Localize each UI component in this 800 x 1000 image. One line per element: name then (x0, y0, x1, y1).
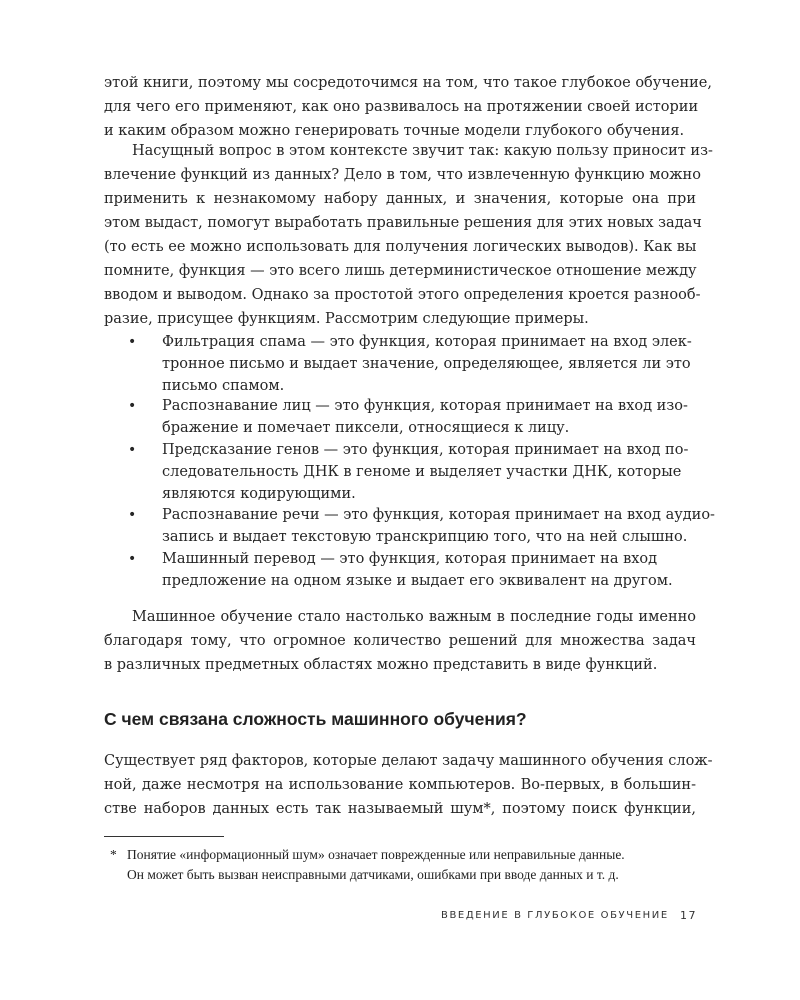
page-number: 17 (680, 909, 697, 922)
text-line: влечение функций из данных? Дело в том, что извлеченную функцию можно (104, 167, 701, 183)
text-line: помните, функция — это всего лишь детерминистическое отношение между (104, 263, 697, 279)
list-item-line: бражение и помечает пиксели, относящиеся к лицу. (162, 420, 570, 436)
text-line: и каким образом можно генерировать точные модели глубокого обучения. (104, 123, 685, 139)
text-line: этом выдаст, помогут выработать правильные решения для этих новых задач (104, 215, 702, 231)
running-title: ВВЕДЕНИЕ В ГЛУБОКОЕ ОБУЧЕНИЕ (441, 910, 669, 921)
list-item-line: Распознавание речи — это функция, которая принимает на вход аудио- (162, 507, 715, 523)
list-item-line: предложение на одном языке и выдает его эквивалент на другом. (162, 573, 673, 589)
text-line: благодаря тому, что огромное количество решений для множества задач (104, 633, 696, 649)
bullet-marker: • (128, 507, 137, 523)
list-item-line: Машинный перевод — это функция, которая принимает на вход (162, 551, 658, 567)
list-item-line: следовательность ДНК в геноме и выделяет участки ДНК, которые (162, 464, 682, 480)
text-line: этой книги, поэтому мы сосредоточимся на том, что такое глубокое обучение, (104, 75, 713, 91)
text-line: Машинное обучение стало настолько важным в последние годы именно (132, 609, 696, 625)
footnote-line: Понятие «информационный шум» означает поврежденные или неправильные данные. (127, 847, 625, 862)
bullet-marker: • (128, 442, 137, 458)
list-item-line: являются кодирующими. (162, 486, 356, 502)
text-line: (то есть ее можно использовать для получения логических выводов). Как вы (104, 239, 697, 255)
footnote-marker: * (110, 847, 117, 862)
footnote-divider (104, 836, 224, 837)
text-line: Существует ряд факторов, которые делают задачу машинного обучения слож- (104, 753, 713, 769)
bullet-marker: • (128, 334, 137, 350)
text-line: в различных предметных областях можно представить в виде функций. (104, 657, 658, 673)
bullet-marker: • (128, 398, 137, 414)
list-item-line: Распознавание лиц — это функция, которая принимает на вход изо- (162, 398, 688, 414)
section-heading: С чем связана сложность машинного обучения? (104, 709, 527, 729)
list-item-line: запись и выдает текстовую транскрипцию того, что на ней слышно. (162, 529, 688, 545)
text-line: Насущный вопрос в этом контексте звучит так: какую пользу приносит из- (132, 143, 713, 159)
footnote-line: Он может быть вызван неисправными датчиками, ошибками при вводе данных и т. д. (127, 867, 619, 882)
text-line: разие, присущее функциям. Рассмотрим следующие примеры. (104, 311, 589, 327)
text-line: применить к незнакомому набору данных, и значения, которые она при (104, 191, 696, 207)
text-line: для чего его применяют, как оно развивалось на протяжении своей истории (104, 99, 699, 115)
list-item-line: письмо спамом. (162, 378, 285, 394)
bullet-marker: • (128, 551, 137, 567)
list-item-line: тронное письмо и выдает значение, определяющее, является ли это (162, 356, 691, 372)
text-line: вводом и выводом. Однако за простотой этого определения кроется разнооб- (104, 287, 701, 303)
list-item-line: Предсказание генов — это функция, которая принимает на вход по- (162, 442, 689, 458)
text-line: ной, даже несмотря на использование компьютеров. Во-первых, в большин- (104, 777, 696, 793)
list-item-line: Фильтрация спама — это функция, которая принимает на вход элек- (162, 334, 692, 350)
text-line: стве наборов данных есть так называемый шум*, поэтому поиск функции, (104, 801, 696, 817)
